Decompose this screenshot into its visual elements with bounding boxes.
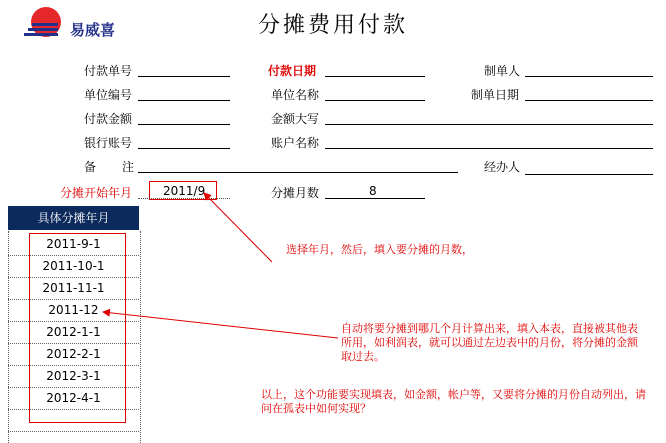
arrow-to-month-list xyxy=(103,312,338,338)
annotation-note-2-line: 自动将要分摊到哪几个月计算出来，填入本表，直接被其他表 xyxy=(341,322,638,335)
month-row[interactable]: 2012-1-1 xyxy=(8,322,139,344)
label-unit-code: 单位编号 xyxy=(84,88,133,102)
label-account-name: 账户名称 xyxy=(271,136,320,150)
month-row[interactable]: 2012-3-1 xyxy=(8,366,139,388)
logo-text: 易威喜 xyxy=(70,21,116,39)
month-row[interactable]: 2012-4-1 xyxy=(8,388,139,410)
month-row[interactable]: 2011-12 xyxy=(8,300,139,322)
label-pay-no: 付款单号 xyxy=(84,64,133,78)
label-amount-upper: 金额大写 xyxy=(271,112,320,126)
label-bank-account: 银行账号 xyxy=(84,136,133,150)
month-list-header: 具体分摊年月 xyxy=(8,206,139,230)
label-make-date: 制单日期 xyxy=(471,88,520,102)
label-maker: 制单人 xyxy=(484,64,521,78)
label-unit-name: 单位名称 xyxy=(271,88,320,102)
label-months: 分摊月数 xyxy=(271,186,320,200)
label-remark-a: 备 xyxy=(84,160,97,174)
annotation-note-3-line: 以上，这个功能要实现填表，如金额，帐户等，又要将分摊的月份自动列出，请 xyxy=(261,388,646,401)
arrow-to-start-month xyxy=(204,193,272,262)
label-pay-amount: 付款金额 xyxy=(84,112,133,126)
label-start-month: 分摊开始年月 xyxy=(60,186,133,200)
label-remark-b: 注 xyxy=(122,160,135,174)
label-pay-date: 付款日期 xyxy=(268,64,317,78)
months-value[interactable]: 8 xyxy=(369,184,377,198)
annotation-note-2-line: 取过去。 xyxy=(341,350,385,363)
month-row[interactable]: 2011-10-1 xyxy=(8,256,139,278)
annotation-note-2-line: 所用，如利润表，就可以通过左边表中的月份，将分摊的金额 xyxy=(341,336,638,349)
annotation-note-1: 选择年月，然后，填入要分摊的月数， xyxy=(286,243,473,256)
label-handler: 经办人 xyxy=(484,160,521,174)
month-row[interactable]: 2012-2-1 xyxy=(8,344,139,366)
annotation-note-3-line: 问在孤表中如何实现？ xyxy=(261,402,371,415)
page-title: 分摊费用付款 xyxy=(258,13,409,38)
month-row[interactable]: 2011-9-1 xyxy=(8,234,139,256)
month-row[interactable]: 2011-11-1 xyxy=(8,278,139,300)
start-month-value: 2011/9 xyxy=(163,184,206,198)
